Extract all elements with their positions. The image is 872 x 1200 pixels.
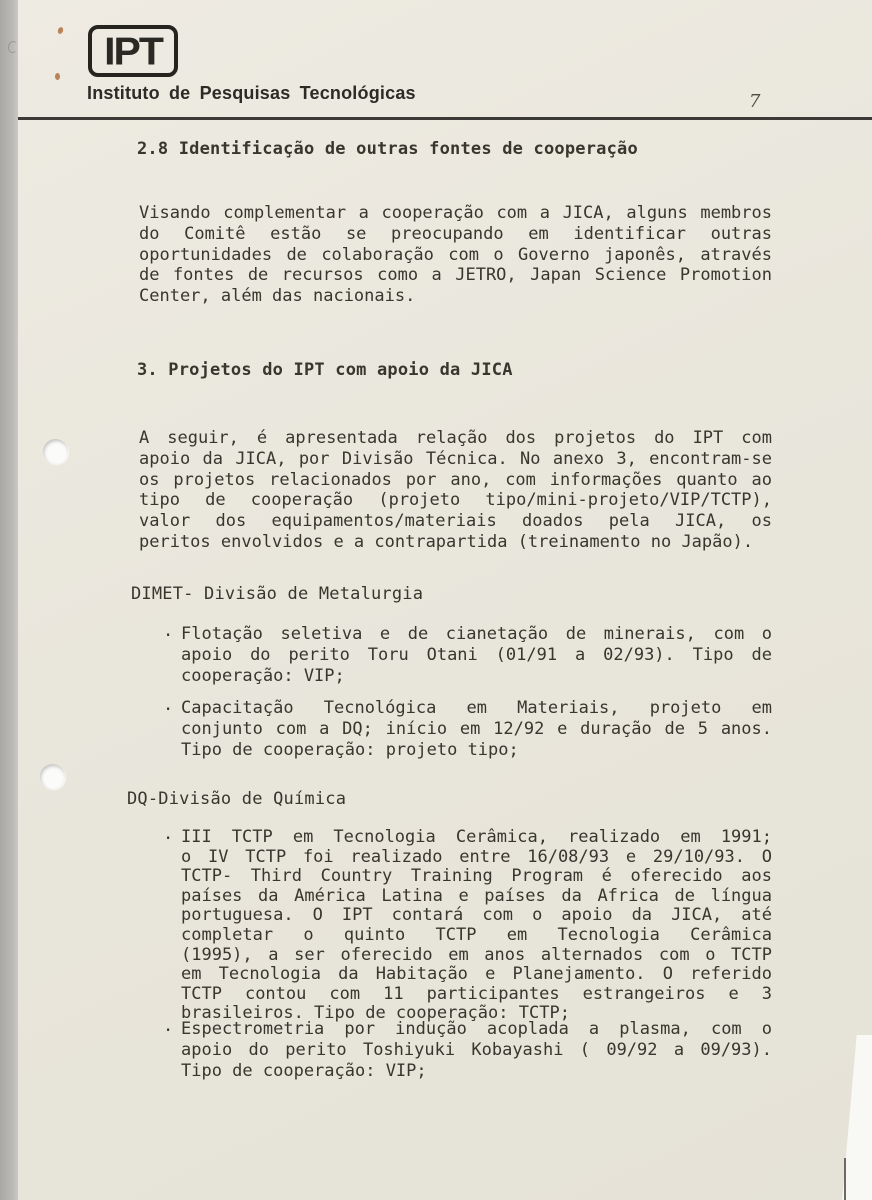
organization-name: Instituto de Pesquisas Tecnológicas	[87, 83, 416, 103]
division-heading-dq: DQ-Divisão de Química	[127, 789, 347, 809]
text-line: apoio do perito Toru Otani (01/91 a 02/93). Tipo de	[181, 644, 772, 665]
text-line: Visando complementar a cooperação com a JICA, alguns membros	[139, 203, 772, 223]
text-line: apoio do perito Toshiyuki Kobayashi ( 09/92 a 09/93).	[181, 1039, 772, 1060]
project-item	[163, 1016, 772, 1081]
punch-hole	[40, 764, 65, 789]
section-3-intro-paragraph	[139, 428, 772, 553]
text-line: países da América Latina e países da Africa de língua	[181, 885, 772, 906]
text-line: valor dos equipamentos/materiais doados pela JICA, os	[139, 511, 772, 532]
punch-hole	[43, 439, 68, 464]
bullet-icon: .	[163, 695, 174, 715]
project-text	[181, 828, 772, 1024]
text-line: Tipo de cooperação: VIP;	[181, 1060, 427, 1081]
text-line: Capacitação Tecnológica em Materiais, projeto em	[181, 698, 772, 718]
page-number: 7	[749, 91, 761, 112]
scanner-edge-left	[0, 0, 18, 1200]
text-line: (1995), a ser oferecido em anos alternados com o TCTP	[181, 944, 772, 965]
text-line: cooperação: VIP;	[181, 665, 345, 686]
text-line: do Comitê estão se preocupando em identificar outras	[139, 223, 772, 244]
section-heading-3: 3. Projetos do IPT com apoio da JICA	[137, 360, 513, 380]
text-line: Tipo de cooperação: projeto tipo;	[181, 739, 519, 760]
text-line: portuguesa. O IPT contará com o apoio da JICA, até	[181, 905, 772, 926]
text-line: Flotação seletiva e de cianetação de minerais, com o	[181, 624, 772, 644]
text-line: A seguir, é apresentada relação dos projetos do IPT com	[139, 428, 772, 448]
bullet-icon: .	[163, 1016, 174, 1036]
text-line: III TCTP em Tecnologia Cerâmica, realizado em 1991;	[181, 827, 772, 847]
project-text	[181, 1019, 772, 1081]
text-line: completar o quinto TCTP em Tecnologia Cerâmica	[181, 924, 772, 945]
text-line: os projetos relacionados por ano, com informações quanto ao	[139, 469, 772, 490]
text-line: TCTP- Third Country Training Program é oferecido aos	[181, 866, 772, 887]
text-line: de fontes de recursos como a JETRO, Japan Science Promotion	[139, 265, 772, 286]
section-heading-2-8: 2.8 Identificação de outras fontes de cooperação	[137, 139, 638, 159]
staple-rust-mark	[57, 26, 64, 34]
text-line: apoio da JICA, por Divisão Técnica. No anexo 3, encontram-se	[139, 448, 772, 469]
ipt-logo-text: IPT	[104, 28, 162, 73]
staple-rust-mark	[55, 73, 60, 80]
text-line: Espectrometria por indução acoplada a plasma, com o	[181, 1019, 772, 1039]
text-line: o IV TCTP foi realizado entre 16/08/93 e 29/10/93. O	[181, 846, 772, 867]
bullet-icon: .	[163, 621, 174, 641]
text-line: conjunto com a DQ; início em 12/92 e duração de 5 anos.	[181, 718, 772, 739]
header-rule	[18, 117, 872, 120]
text-line: TCTP contou com 11 participantes estrangeiros e 3	[181, 983, 772, 1004]
division-heading-dimet: DIMET- Divisão de Metalurgia	[131, 584, 424, 604]
text-line: oportunidades de colaboração com o Governo japonês, através	[139, 244, 772, 265]
project-text	[181, 624, 772, 686]
text-line: brasileiros. Tipo de cooperação: TCTP;	[181, 1003, 570, 1024]
paragraph-2-8	[139, 203, 772, 307]
project-text	[181, 698, 772, 760]
text-line: peritos envolvidos e a contrapartida (treinamento no Japão).	[139, 531, 754, 552]
paper-edge-line	[844, 1158, 846, 1200]
project-item	[163, 695, 772, 760]
project-item	[163, 824, 772, 1024]
ipt-logo	[88, 25, 178, 77]
text-line: tipo de cooperação (projeto tipo/mini-projeto/VIP/TCTP),	[139, 490, 772, 511]
stray-pen-mark	[8, 41, 17, 53]
text-line: em Tecnologia da Habitação e Planejamento. O referido	[181, 964, 772, 985]
project-item	[163, 621, 772, 686]
text-line: Center, além das nacionais.	[139, 286, 416, 307]
bullet-icon: .	[163, 824, 174, 844]
